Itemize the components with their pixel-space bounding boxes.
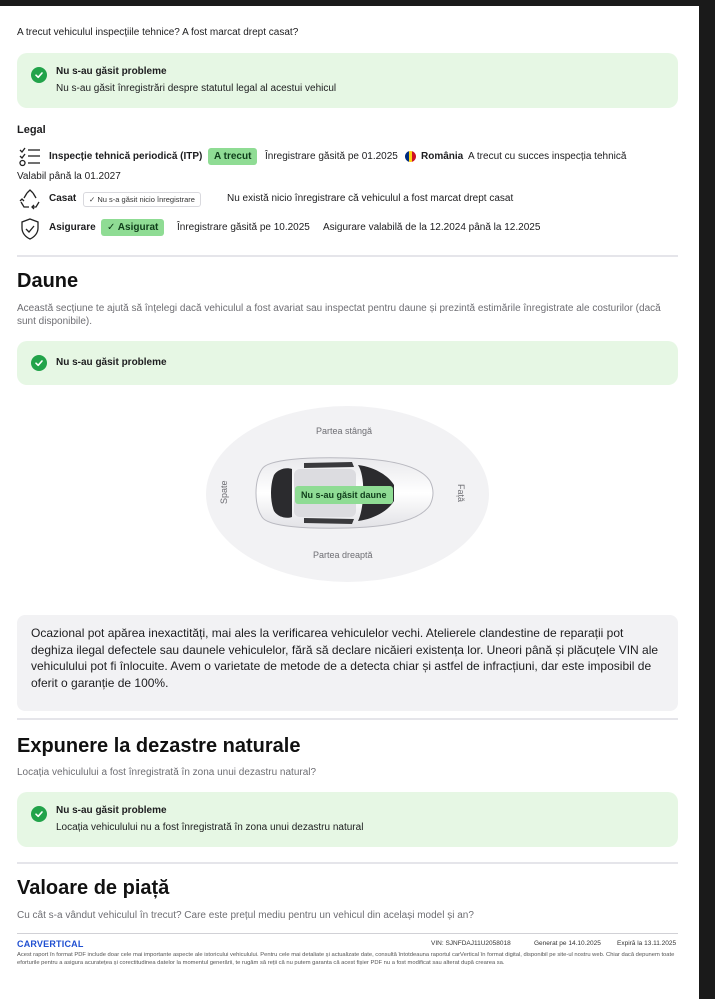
romania-flag-icon — [405, 151, 416, 162]
legal-card-subtitle: Nu s-au găsit înregistrări despre statutul legal al acestui vehicul — [56, 83, 337, 94]
footer-vin: VIN: SJNFDAJ11U2058018 — [431, 940, 511, 947]
autovit-watermark: AUTOVIT.ro — [6, 970, 111, 990]
disaster-description: Locația vehiculului a fost înregistrată în zona unui dezastru natural? — [17, 767, 317, 778]
casat-badge-text: Nu s-a găsit nicio înregistrare — [97, 195, 195, 204]
check-circle-icon — [31, 806, 47, 822]
legal-heading: Legal — [17, 124, 46, 136]
asigurare-status-badge — [101, 219, 164, 236]
footer-divider — [17, 933, 678, 934]
footer-generated-date: Generat pe 14.10.2025 — [534, 940, 601, 947]
recycle-icon — [18, 189, 42, 211]
asigurare-record-date: Înregistrare găsită pe 10.2025 — [177, 222, 310, 233]
shield-check-icon — [20, 218, 40, 240]
daune-description: Această secțiune te ajută să înțelegi dacă vehiculul a fost avariat sau inspectat pentru daune și prezintă estimările înregistrate ale costurilor (dacă sunt disponibile). — [17, 303, 661, 327]
car-side-right-label: Partea dreaptă — [313, 550, 373, 560]
disaster-heading: Expunere la dezastre naturale — [17, 735, 301, 757]
carvertical-logo: CARVERTICAL — [17, 939, 84, 949]
daune-status-card — [17, 341, 678, 385]
itp-result: A trecut cu succes inspecția tehnică — [468, 151, 627, 162]
asigurare-badge-text: Asigurat — [117, 222, 159, 233]
no-damage-badge: Nu s-au găsit daune — [295, 486, 393, 504]
report-page — [0, 6, 699, 999]
disaster-status-card — [17, 792, 678, 847]
casat-label: Casat — [49, 193, 77, 204]
market-value-description: Cu cât s-a vândut vehiculul în trecut? Care este prețul mediu pentru un vehicul din același model și an? — [17, 910, 474, 921]
itp-valid-until: Valabil până la 01.2027 — [17, 171, 121, 182]
legal-status-card — [17, 53, 678, 108]
legal-question: A trecut vehiculul inspecțiile tehnice? A fost marcat drept casat? — [17, 27, 299, 38]
daune-heading: Daune — [17, 270, 79, 292]
check-circle-icon — [31, 67, 47, 83]
section-divider — [17, 718, 678, 720]
casat-text: Nu există nicio înregistrare că vehiculul a fost marcat drept casat — [227, 193, 514, 204]
asigurare-validity: Asigurare valabilă de la 12.2024 până la 12.2025 — [323, 222, 541, 233]
daune-card-title: Nu s-au găsit probleme — [56, 357, 167, 368]
asigurare-label: Asigurare — [49, 222, 96, 233]
disclaimer-note: Ocazional pot apărea inexactități, mai ales la verificarea vehiculelor vechi. Atelierele clandestine de reparații pot deghiza ilegal defectele sau daunele vehiculelor, fără să declare nicăieri existența lor. Uneori până și plăcuțele VIN ale vehiculului pot fi înlocuite. Avem o varietate de metode de a detecta chiar și astfel de infracțiuni, dar este imposibil de oferit o garanție de 100%. — [17, 615, 678, 711]
disaster-card-subtitle: Locația vehiculului nu a fost înregistrată în zona unui dezastru natural — [56, 822, 364, 833]
itp-label: Inspecție tehnică periodică (ITP) — [49, 151, 203, 162]
section-divider — [17, 862, 678, 864]
check-circle-icon — [31, 355, 47, 371]
legal-card-title: Nu s-au găsit probleme — [56, 66, 167, 77]
market-value-heading: Valoare de piață — [17, 877, 170, 899]
check-icon: ✓ — [107, 222, 118, 233]
disaster-card-title: Nu s-au găsit probleme — [56, 805, 167, 816]
footer-disclaimer: Acest raport în format PDF include doar cele mai importante aspecte ale istoricului vehiculului. Pentru cele mai detaliate și actualizate date, consultă întotdeauna raportul carVertical în format digital, disponibil pe site-ul nostru web. Chiar dacă depunem toate eforturile pentru a asigura acuratețea și corectitudinea datelor la momentul generării, te rugăm să reții că nu putem garanta că acest fișier PDF nu a fost modificat sau alterat după crearea sa. — [17, 952, 675, 966]
itp-status-badge: A trecut — [208, 148, 257, 165]
car-rear-label: Spate — [219, 480, 229, 504]
checklist-icon — [18, 146, 42, 168]
car-front-label: Față — [456, 484, 466, 503]
section-divider — [17, 255, 678, 257]
footer-expiry-date: Expiră la 13.11.2025 — [617, 940, 677, 947]
check-icon: ✓ — [89, 195, 98, 204]
itp-country: România — [421, 151, 464, 162]
car-side-left-label: Partea stângă — [316, 426, 373, 436]
casat-status-badge — [83, 192, 201, 207]
itp-record-date: Înregistrare găsită pe 01.2025 — [265, 151, 398, 162]
